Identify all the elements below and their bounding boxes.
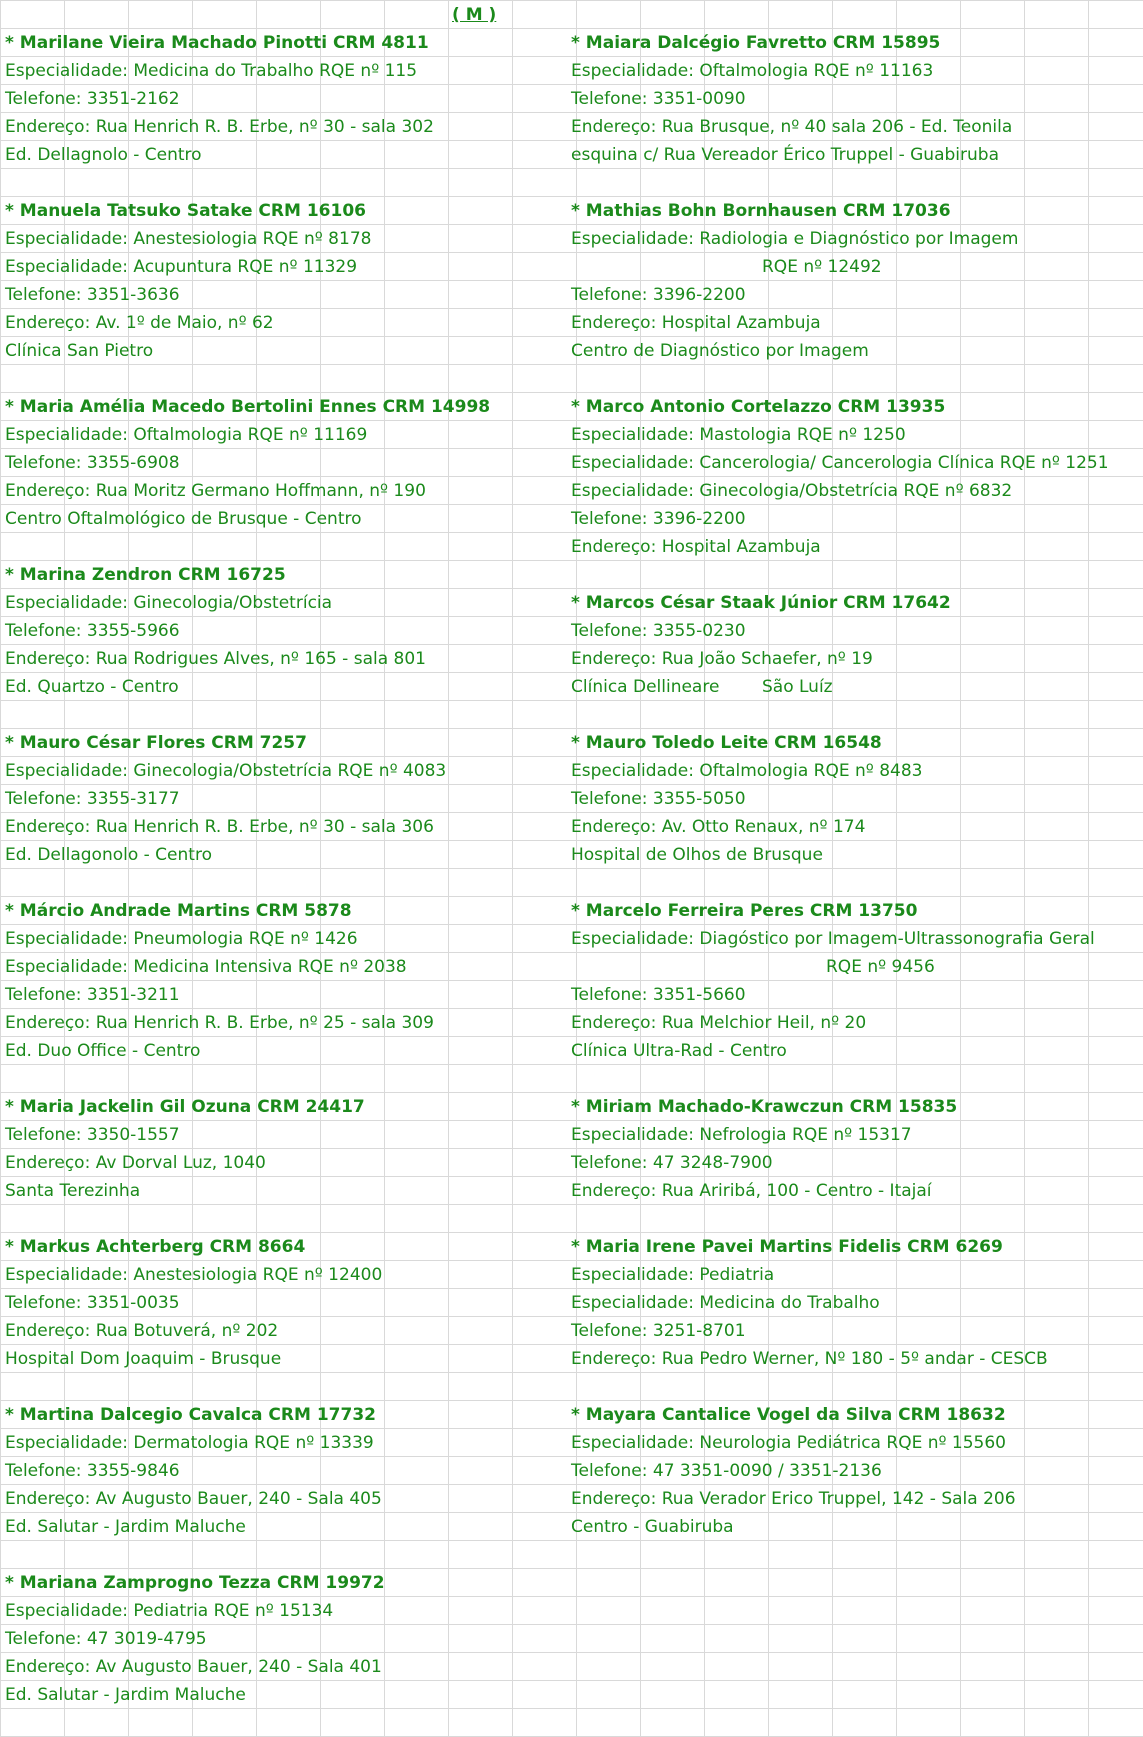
doctor-info-line: Endereço: Rua João Schaefer, nº 19 bbox=[571, 649, 873, 669]
doctor-name: * Maria Irene Pavei Martins Fidelis CRM 6269 bbox=[571, 1237, 1003, 1257]
doctor-info-line: Telefone: 3351-0090 bbox=[571, 89, 746, 109]
doctor-info-line: Hospital Dom Joaquim - Brusque bbox=[5, 1349, 282, 1369]
doctor-info-line: Hospital de Olhos de Brusque bbox=[571, 845, 823, 865]
doctor-info-line: Endereço: Hospital Azambuja bbox=[571, 313, 821, 333]
doctor-info-line: Especialidade: Neurologia Pediátrica RQE nº 15560 bbox=[571, 1433, 1006, 1453]
doctor-info-line: Endereço: Hospital Azambuja bbox=[571, 537, 821, 557]
doctor-info-line: Endereço: Rua Moritz Germano Hoffmann, nº 190 bbox=[5, 481, 426, 501]
doctor-info-line: Telefone: 3396-2200 bbox=[571, 509, 746, 529]
doctor-info-line: Telefone: 3396-2200 bbox=[571, 285, 746, 305]
doctor-info-line: Telefone: 47 3351-0090 / 3351-2136 bbox=[571, 1461, 882, 1481]
doctor-info-line: Telefone: 3251-8701 bbox=[571, 1321, 746, 1341]
doctor-info-line: Endereço: Av Augusto Bauer, 240 - Sala 401 bbox=[5, 1657, 382, 1677]
doctor-name: * Márcio Andrade Martins CRM 5878 bbox=[5, 901, 352, 921]
doctor-info-line: esquina c/ Rua Vereador Érico Truppel - Guabiruba bbox=[571, 145, 999, 165]
doctor-info-line: Telefone: 3351-3636 bbox=[5, 285, 180, 305]
doctor-info-line: Telefone: 3351-3211 bbox=[5, 985, 180, 1005]
doctor-info-line: Telefone: 3355-9846 bbox=[5, 1461, 180, 1481]
doctor-name: * Marco Antonio Cortelazzo CRM 13935 bbox=[571, 397, 946, 417]
doctor-info-line: Endereço: Av. 1º de Maio, nº 62 bbox=[5, 313, 274, 333]
doctor-name: * Martina Dalcegio Cavalca CRM 17732 bbox=[5, 1405, 376, 1425]
doctor-info-line: Especialidade: Diagóstico por Imagem-Ultrassonografia Geral bbox=[571, 929, 1095, 949]
doctor-info-line: Especialidade: Dermatologia RQE nº 13339 bbox=[5, 1433, 374, 1453]
doctor-info-line: Especialidade: Nefrologia RQE nº 15317 bbox=[571, 1125, 912, 1145]
doctor-name: * Markus Achterberg CRM 8664 bbox=[5, 1237, 306, 1257]
doctor-info-line: Especialidade: Medicina Intensiva RQE nº 2038 bbox=[5, 957, 407, 977]
doctor-info-line: Endereço: Rua Melchior Heil, nº 20 bbox=[571, 1013, 867, 1033]
doctor-info-line: Telefone: 3355-6908 bbox=[5, 453, 180, 473]
doctor-info-line: Especialidade: Cancerologia/ Cancerologia Clínica RQE nº 1251 bbox=[571, 453, 1109, 473]
doctor-name: * Mariana Zamprogno Tezza CRM 19972 bbox=[5, 1573, 385, 1593]
doctor-info-line: Ed. Quartzo - Centro bbox=[5, 677, 179, 697]
doctor-info-line: Ed. Salutar - Jardim Maluche bbox=[5, 1685, 246, 1705]
doctor-info-line: Clínica Dellineare bbox=[571, 677, 720, 697]
doctor-info-line: Especialidade: Pediatria RQE nº 15134 bbox=[5, 1601, 334, 1621]
doctor-name: * Maiara Dalcégio Favretto CRM 15895 bbox=[571, 33, 941, 53]
doctor-info-line: Endereço: Rua Ariribá, 100 - Centro - Itajaí bbox=[571, 1181, 932, 1201]
doctor-name: * Mauro Toledo Leite CRM 16548 bbox=[571, 733, 882, 753]
doctor-info-line: Telefone: 3355-0230 bbox=[571, 621, 746, 641]
doctor-info-line: Ed. Salutar - Jardim Maluche bbox=[5, 1517, 246, 1537]
doctor-info-line: Centro de Diagnóstico por Imagem bbox=[571, 341, 869, 361]
doctor-info-line: Especialidade: Anestesiologia RQE nº 12400 bbox=[5, 1265, 383, 1285]
doctor-info-line: Endereço: Rua Pedro Werner, Nº 180 - 5º andar - CESCB bbox=[571, 1349, 1048, 1369]
doctor-info-line: Especialidade: Ginecologia/Obstetrícia RQE nº 6832 bbox=[571, 481, 1013, 501]
doctor-info-line: Especialidade: Acupuntura RQE nº 11329 bbox=[5, 257, 358, 277]
doctor-name: * Manuela Tatsuko Satake CRM 16106 bbox=[5, 201, 366, 221]
doctor-info-line: Endereço: Rua Henrich R. B. Erbe, nº 30 - sala 302 bbox=[5, 117, 434, 137]
doctor-info-line: Especialidade: Anestesiologia RQE nº 8178 bbox=[5, 229, 372, 249]
continuation-cell: RQE nº 12492 bbox=[762, 257, 882, 277]
doctor-info-line: Telefone: 3355-5050 bbox=[571, 789, 746, 809]
doctor-info-line: Telefone: 3350-1557 bbox=[5, 1125, 180, 1145]
doctor-info-line: Endereço: Rua Henrich R. B. Erbe, nº 25 - sala 309 bbox=[5, 1013, 434, 1033]
doctor-info-line: Ed. Dellagonolo - Centro bbox=[5, 845, 212, 865]
doctor-info-line: Especialidade: Pediatria bbox=[571, 1265, 775, 1285]
doctor-name: * Maria Amélia Macedo Bertolini Ennes CRM 14998 bbox=[5, 397, 491, 417]
doctor-info-line: Especialidade: Oftalmologia RQE nº 8483 bbox=[571, 761, 923, 781]
doctor-info-line: Endereço: Av. Otto Renaux, nº 174 bbox=[571, 817, 866, 837]
doctor-info-line: Telefone: 47 3019-4795 bbox=[5, 1629, 207, 1649]
continuation-cell: São Luíz bbox=[762, 677, 833, 697]
doctor-info-line: Ed. Dellagnolo - Centro bbox=[5, 145, 202, 165]
doctor-info-line: Endereço: Rua Henrich R. B. Erbe, nº 30 - sala 306 bbox=[5, 817, 434, 837]
doctor-info-line: Especialidade: Medicina do Trabalho RQE nº 115 bbox=[5, 61, 418, 81]
doctor-name: * Marina Zendron CRM 16725 bbox=[5, 565, 286, 585]
doctor-info-line: Telefone: 3355-5966 bbox=[5, 621, 180, 641]
doctor-info-line: Especialidade: Oftalmologia RQE nº 11163 bbox=[571, 61, 934, 81]
doctor-info-line: Especialidade: Mastologia RQE nº 1250 bbox=[571, 425, 906, 445]
doctor-info-line: Telefone: 3351-2162 bbox=[5, 89, 180, 109]
doctor-info-line: Santa Terezinha bbox=[5, 1181, 141, 1201]
doctor-name: * Mauro César Flores CRM 7257 bbox=[5, 733, 307, 753]
section-header-letter-m: ( M ) bbox=[452, 5, 497, 25]
doctor-info-line: Especialidade: Pneumologia RQE nº 1426 bbox=[5, 929, 358, 949]
doctor-info-line: Ed. Duo Office - Centro bbox=[5, 1041, 201, 1061]
doctor-name: * Miriam Machado-Krawczun CRM 15835 bbox=[571, 1097, 958, 1117]
doctor-info-line: Centro Oftalmológico de Brusque - Centro bbox=[5, 509, 362, 529]
doctor-info-line: Especialidade: Radiologia e Diagnóstico por Imagem bbox=[571, 229, 1019, 249]
doctor-name: * Marcos César Staak Júnior CRM 17642 bbox=[571, 593, 951, 613]
doctor-info-line: Endereço: Av Augusto Bauer, 240 - Sala 405 bbox=[5, 1489, 382, 1509]
doctor-info-line: Endereço: Av Dorval Luz, 1040 bbox=[5, 1153, 266, 1173]
doctor-info-line: Telefone: 3351-5660 bbox=[571, 985, 746, 1005]
doctor-name: * Mathias Bohn Bornhausen CRM 17036 bbox=[571, 201, 951, 221]
continuation-cell: RQE nº 9456 bbox=[826, 957, 935, 977]
doctor-info-line: Telefone: 47 3248-7900 bbox=[571, 1153, 773, 1173]
doctor-info-line: Endereço: Rua Brusque, nº 40 sala 206 - Ed. Teonila bbox=[571, 117, 1013, 137]
doctor-name: * Mayara Cantalice Vogel da Silva CRM 18632 bbox=[571, 1405, 1006, 1425]
doctor-info-line: Especialidade: Ginecologia/Obstetrícia RQE nº 4083 bbox=[5, 761, 447, 781]
doctor-info-line: Clínica Ultra-Rad - Centro bbox=[571, 1041, 787, 1061]
doctor-info-line: Especialidade: Oftalmologia RQE nº 11169 bbox=[5, 425, 368, 445]
doctor-info-line: Especialidade: Ginecologia/Obstetrícia bbox=[5, 593, 333, 613]
doctor-name: * Marcelo Ferreira Peres CRM 13750 bbox=[571, 901, 918, 921]
doctor-info-line: Endereço: Rua Botuverá, nº 202 bbox=[5, 1321, 279, 1341]
doctor-info-line: Endereço: Rua Rodrigues Alves, nº 165 - sala 801 bbox=[5, 649, 426, 669]
doctor-info-line: Telefone: 3351-0035 bbox=[5, 1293, 180, 1313]
doctor-info-line: Especialidade: Medicina do Trabalho bbox=[571, 1293, 880, 1313]
doctor-name: * Maria Jackelin Gil Ozuna CRM 24417 bbox=[5, 1097, 365, 1117]
doctor-info-line: Centro - Guabiruba bbox=[571, 1517, 734, 1537]
doctor-info-line: Telefone: 3355-3177 bbox=[5, 789, 180, 809]
doctor-name: * Marilane Vieira Machado Pinotti CRM 4811 bbox=[5, 33, 429, 53]
doctor-info-line: Clínica San Pietro bbox=[5, 341, 154, 361]
doctor-info-line: Endereço: Rua Verador Erico Truppel, 142 - Sala 206 bbox=[571, 1489, 1016, 1509]
